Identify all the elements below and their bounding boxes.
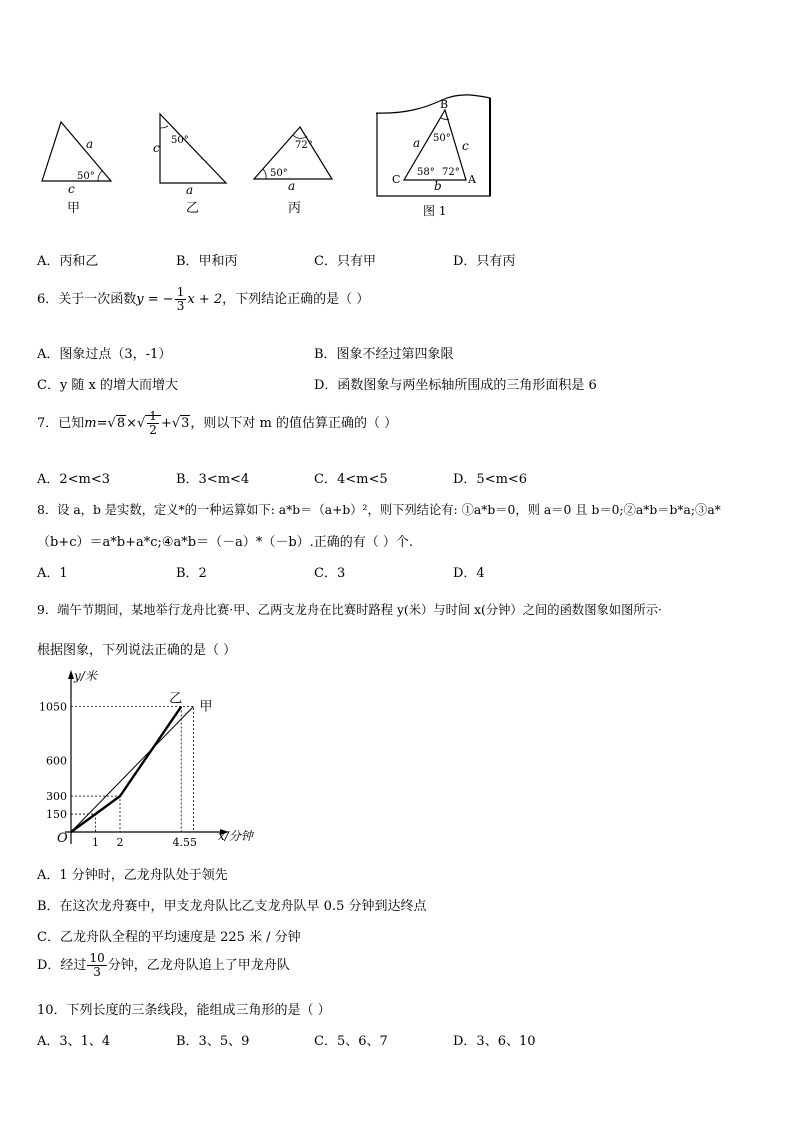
q5-option-a: A．丙和乙 bbox=[37, 254, 99, 269]
question-8-line2: （b+c）＝a*b+a*c;④a*b＝（－a）*（－b）.正确的有（ ）个. bbox=[37, 535, 414, 550]
yi-angle: 50° bbox=[171, 135, 189, 146]
fig1-angle-A: 72° bbox=[442, 167, 460, 178]
series-label-yi: 乙 bbox=[169, 691, 183, 707]
q7-sqrt3: √3 bbox=[171, 416, 190, 431]
q9-option-a: A．1 分钟时，乙龙舟队处于领先 bbox=[37, 868, 228, 883]
fig1-B: B bbox=[440, 98, 449, 111]
q9-optd-prefix: D．经过 bbox=[37, 958, 87, 973]
q8-option-d: D．4 bbox=[453, 566, 485, 581]
q8-option-c: C．3 bbox=[314, 566, 346, 581]
fig1-A: A bbox=[468, 173, 476, 186]
question-9-line2: 根据图象，下列说法正确的是（ ） bbox=[37, 643, 237, 658]
q6-option-b: B．图象不经过第四象限 bbox=[314, 347, 454, 362]
y-axis-label: y/米 bbox=[74, 669, 97, 683]
y-tick-label: 300 bbox=[46, 790, 67, 804]
jia-angle: 50° bbox=[77, 171, 95, 182]
fig1-b: b bbox=[434, 179, 442, 193]
fig1-C: C bbox=[392, 173, 401, 186]
question-6 bbox=[37, 286, 369, 313]
jia-label-a: a bbox=[86, 137, 94, 151]
q6-option-a: A．图象过点（3，-1） bbox=[37, 347, 172, 362]
q7-eq: = bbox=[96, 416, 108, 431]
yi-caption: 乙 bbox=[186, 201, 200, 216]
q7-suffix: ，则以下对 m 的值估算正确的（ ） bbox=[190, 416, 398, 431]
q7-sqrt-frac: √ $\frac{1}{2}$ bbox=[137, 415, 161, 431]
question-10: 10．下列长度的三条线段，能组成三角形的是（ ） bbox=[37, 1003, 331, 1018]
question-8-line1: 8．设 a，b 是实数，定义*的一种运算如下: a*b＝（a+b）²，则下列结论有: ①a*b＝0，则 a＝0 且 b＝0;②a*b＝b*a;③a* bbox=[37, 503, 721, 517]
bing-label-a: a bbox=[288, 179, 296, 193]
fig1-angle-B: 50° bbox=[433, 133, 451, 144]
q10-option-a: A．3、1、4 bbox=[37, 1034, 111, 1049]
q9-option-c: C．乙龙舟队全程的平均速度是 225 米 / 分钟 bbox=[37, 930, 301, 945]
q6-formula-rhs: x + 2 bbox=[187, 292, 223, 307]
q7-prefix: 7．已知 bbox=[37, 416, 85, 431]
q7-option-b: B．3<m<4 bbox=[176, 472, 250, 487]
figure-1 bbox=[377, 95, 490, 218]
q10-option-d: D．3、6、10 bbox=[453, 1034, 536, 1049]
bing-angle-top: 72° bbox=[295, 140, 313, 151]
q7-option-d: D．5<m<6 bbox=[453, 472, 528, 487]
q6-option-c: C．y 随 x 的增大而增大 bbox=[37, 378, 179, 393]
q7-sqrt8: √8 bbox=[107, 416, 126, 431]
q9-optd-suffix: 分钟，乙龙舟队追上了甲龙舟队 bbox=[107, 958, 290, 973]
fig1-a: a bbox=[413, 136, 421, 150]
q7-times: × bbox=[126, 416, 137, 431]
q5-option-c: C．只有甲 bbox=[314, 254, 376, 269]
x-axis-label: x/分钟 bbox=[218, 829, 253, 843]
q6-suffix: ，下列结论正确的是（ ） bbox=[222, 292, 370, 307]
q7-option-a: A．2<m<3 bbox=[37, 472, 111, 487]
q9-optd-fraction: $\frac{10}{3}$ bbox=[89, 951, 105, 979]
q6-fraction: $\frac{1}{3}$ bbox=[176, 285, 185, 313]
origin-label: O bbox=[57, 831, 68, 846]
q8-option-b: B．2 bbox=[176, 566, 207, 581]
x-tick-label: 5 bbox=[190, 836, 197, 849]
q7-m: m bbox=[84, 416, 97, 431]
question-9-line1: 9．端午节期间，某地举行龙舟比赛·甲、乙两支龙舟在比赛时路程 y(米）与时间 x(分钟）之间的函数图象如图所示· bbox=[37, 603, 662, 617]
series-label-jia: 甲 bbox=[199, 699, 213, 715]
q9-option-d bbox=[37, 952, 290, 979]
x-tick-label: 4.5 bbox=[172, 836, 190, 849]
q9-option-b: B．在这次龙舟赛中，甲支龙舟队比乙支龙舟队早 0.5 分钟到达终点 bbox=[37, 899, 427, 914]
fig1-c: c bbox=[462, 139, 469, 153]
fig1-caption: 图 1 bbox=[423, 204, 447, 218]
yi-label-c: c bbox=[153, 141, 160, 155]
y-tick-label: 600 bbox=[46, 754, 67, 768]
y-tick-label: 150 bbox=[46, 808, 67, 822]
bing-caption: 丙 bbox=[288, 201, 302, 216]
q7-plus: + bbox=[160, 416, 172, 431]
race-chart bbox=[30, 664, 270, 854]
q10-option-c: C．5、6、7 bbox=[314, 1034, 388, 1049]
triangle-figures bbox=[30, 90, 510, 225]
q5-option-b: B．甲和丙 bbox=[176, 254, 238, 269]
q8-option-a: A．1 bbox=[37, 566, 68, 581]
q6-prefix: 6．关于一次函数 bbox=[37, 292, 137, 307]
q10-option-b: B．3、5、9 bbox=[176, 1034, 250, 1049]
x-tick-label: 1 bbox=[92, 836, 99, 849]
series-line-jia bbox=[71, 707, 194, 832]
q7-option-c: C．4<m<5 bbox=[314, 472, 388, 487]
triangle-jia bbox=[42, 122, 111, 216]
y-tick-label: 1050 bbox=[39, 700, 67, 714]
yi-label-a: a bbox=[186, 183, 194, 197]
bing-angle-left: 50° bbox=[270, 168, 288, 179]
triangle-bing bbox=[254, 127, 332, 216]
q6-option-d: D．函数图象与两坐标轴所围成的三角形面积是 6 bbox=[314, 378, 597, 393]
fig1-angle-C: 58° bbox=[417, 167, 435, 178]
jia-label-c: c bbox=[68, 182, 75, 196]
q6-formula-lhs: y = − bbox=[136, 292, 174, 307]
triangle-yi bbox=[153, 114, 226, 216]
x-tick-label: 2 bbox=[116, 836, 124, 849]
jia-caption: 甲 bbox=[67, 201, 81, 216]
q5-option-d: D．只有丙 bbox=[453, 254, 516, 269]
question-7 bbox=[37, 410, 397, 437]
series-line-yi bbox=[71, 707, 181, 832]
